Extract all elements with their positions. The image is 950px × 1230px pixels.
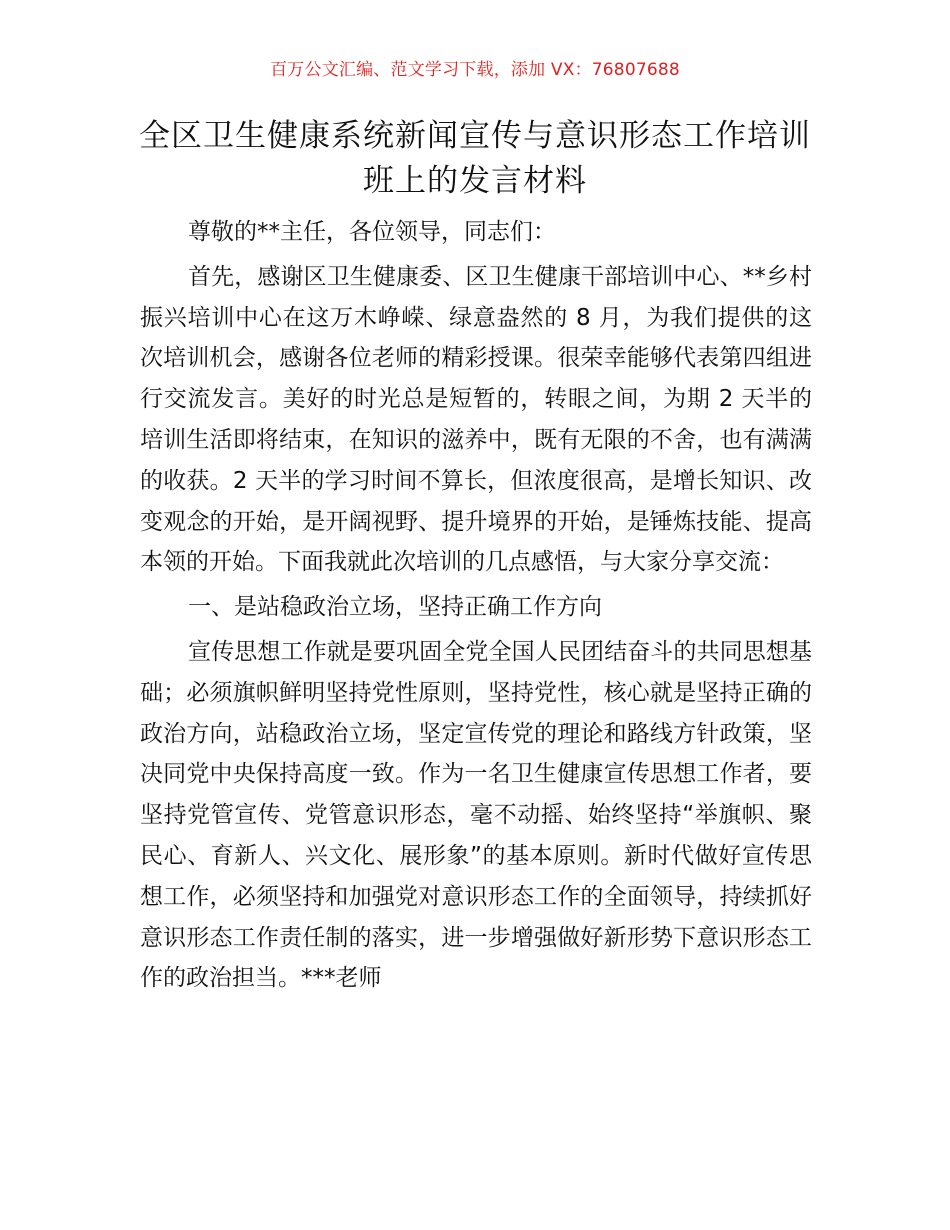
document-title: 全区卫生健康系统新闻宣传与意识形态工作培训班上的发言材料 — [139, 118, 811, 199]
intro-paragraph: 首先，感谢区卫生健康委、区卫生健康干部培训中心、**乡村振兴培训中心在这万木峥嵘、绿意盎然的 8 月，为我们提供的这次培训机会，感谢各位老师的精彩授课。很荣幸能够代表第四组进行交流发言。美好的时光总是短暂的，转眼之间，为期 2 天半的培训生活即将结束，在知识的滋养中，既有无限的不舍，也有满满的收获。2 天半的学习时间不算长，但浓度很高，是增长知识、改变观念的开始，是开阔视野、提升境界的开始，是锤炼技能、提高本领的开始。下面我就此次培训的几点感悟，与大家分享交流： — [140, 263, 812, 576]
section-paragraph: 宣传思想工作就是要巩固全党全国人民团结奋斗的共同思想基础；必须旗帜鲜明坚持党性原则，坚持党性，核心就是坚持正确的政治方向，站稳政治立场，坚定宣传党的理论和路线方针政策，坚决同党中央保持高度一致。作为一名卫生健康宣传思想工作者，要坚持党管宣传、党管意识形态，毫不动摇、始终坚持“举旗帜、聚民心、育新人、兴文化、展形象”的基本原则。新时代做好宣传思想工作，必须坚持和加强党对意识形态工作的全面领导，持续抓好意识形态工作责任制的落实，进一步增强做好新形势下意识形态工作的政治担当。***老师 — [140, 638, 812, 992]
salutation-paragraph: 尊敬的**主任，各位领导，同志们： — [188, 219, 556, 245]
header-banner: 百万公文汇编、范文学习下载，添加 VX：76807688 — [270, 60, 680, 80]
section-heading: 一、是站稳政治立场，坚持正确工作方向 — [188, 594, 602, 621]
document-body — [140, 212, 812, 1003]
